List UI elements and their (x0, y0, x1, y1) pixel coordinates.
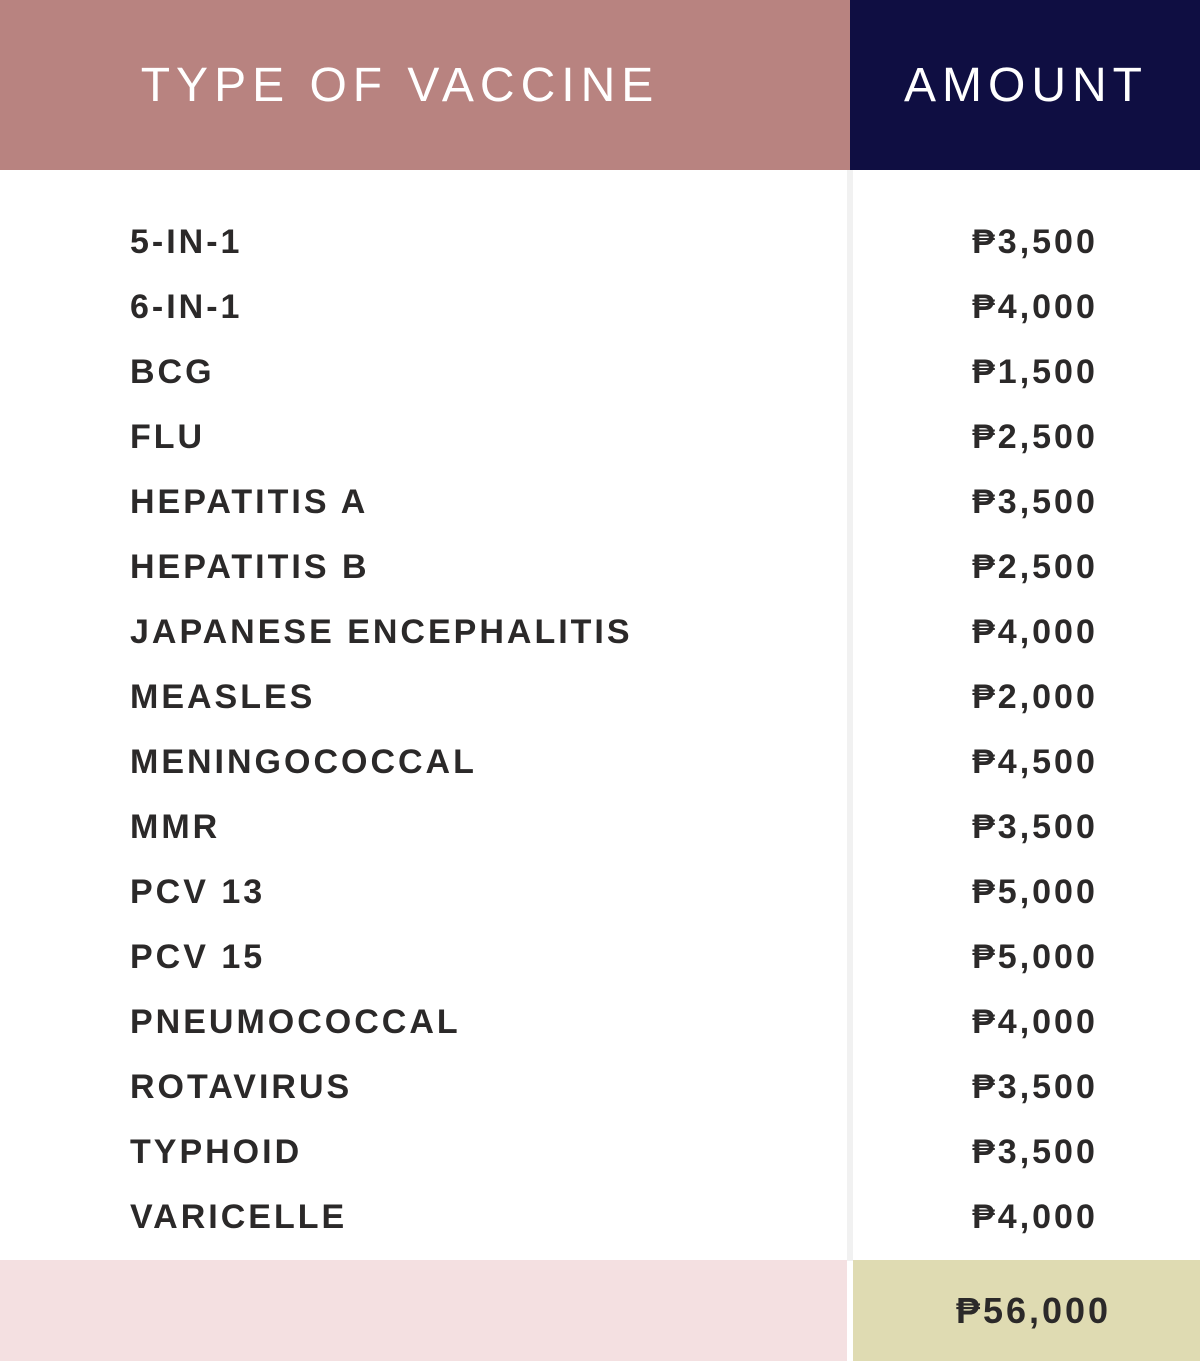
table-row (0, 470, 1200, 535)
vaccine-name: 6-IN-1 (130, 288, 243, 326)
table-row (0, 730, 1200, 795)
table-row (0, 1055, 1200, 1120)
vaccine-name: PNEUMOCOCCAL (130, 1003, 461, 1041)
vaccine-name: HEPATITIS B (130, 548, 370, 586)
vaccine-amount: ₱3,500 (972, 223, 1098, 261)
vaccine-name: PCV 13 (130, 873, 266, 911)
vaccine-amount: ₱5,000 (972, 938, 1098, 976)
table-row (0, 1120, 1200, 1185)
vaccine-amount: ₱3,500 (972, 1133, 1098, 1171)
vaccine-amount: ₱1,500 (972, 353, 1098, 391)
vaccine-name: PCV 15 (130, 938, 266, 976)
vaccine-name: ROTAVIRUS (130, 1068, 353, 1106)
table-row (0, 860, 1200, 925)
vaccine-amount: ₱4,000 (972, 288, 1098, 326)
vaccine-amount: ₱4,000 (972, 1198, 1098, 1236)
header-vaccine-label: TYPE OF VACCINE (140, 58, 660, 112)
table-header (0, 0, 1200, 170)
table-row (0, 210, 1200, 275)
vaccine-name: MENINGOCOCCAL (130, 743, 477, 781)
total-amount: ₱56,000 (955, 1289, 1112, 1331)
vaccine-name: VARICELLE (130, 1198, 348, 1236)
vaccine-amount: ₱4,000 (972, 613, 1098, 651)
vaccine-amount: ₱4,500 (972, 743, 1098, 781)
table-row (0, 990, 1200, 1055)
table-row (0, 405, 1200, 470)
header-amount-label: AMOUNT (904, 58, 1148, 112)
table-row (0, 600, 1200, 665)
vaccine-name: HEPATITIS A (130, 483, 369, 521)
vaccine-name: MMR (130, 808, 221, 846)
vaccine-amount: ₱2,500 (972, 418, 1098, 456)
vaccine-amount: ₱2,000 (972, 678, 1098, 716)
header-vaccine-cell (0, 0, 850, 170)
vaccine-name: FLU (130, 418, 206, 456)
vaccine-amount: ₱2,500 (972, 548, 1098, 586)
table-row (0, 795, 1200, 860)
vaccine-name: JAPANESE ENCEPHALITIS (130, 613, 633, 651)
vaccine-amount: ₱5,000 (972, 873, 1098, 911)
table-row (0, 1185, 1200, 1250)
vaccine-amount: ₱3,500 (972, 808, 1098, 846)
vaccine-amount: ₱3,500 (972, 1068, 1098, 1106)
table-row (0, 340, 1200, 405)
table-row (0, 535, 1200, 600)
vaccine-name: MEASLES (130, 678, 316, 716)
footer-left-cell (0, 1260, 847, 1361)
vaccine-name: 5-IN-1 (130, 223, 243, 261)
header-amount-cell (850, 0, 1200, 170)
table-row (0, 275, 1200, 340)
table-body (0, 210, 1200, 1250)
vaccine-name: BCG (130, 353, 215, 391)
table-footer (0, 1260, 1200, 1361)
total-cell (853, 1260, 1200, 1361)
vaccine-amount: ₱4,000 (972, 1003, 1098, 1041)
vaccine-amount: ₱3,500 (972, 483, 1098, 521)
table-row (0, 925, 1200, 990)
vaccine-name: TYPHOID (130, 1133, 303, 1171)
table-row (0, 665, 1200, 730)
